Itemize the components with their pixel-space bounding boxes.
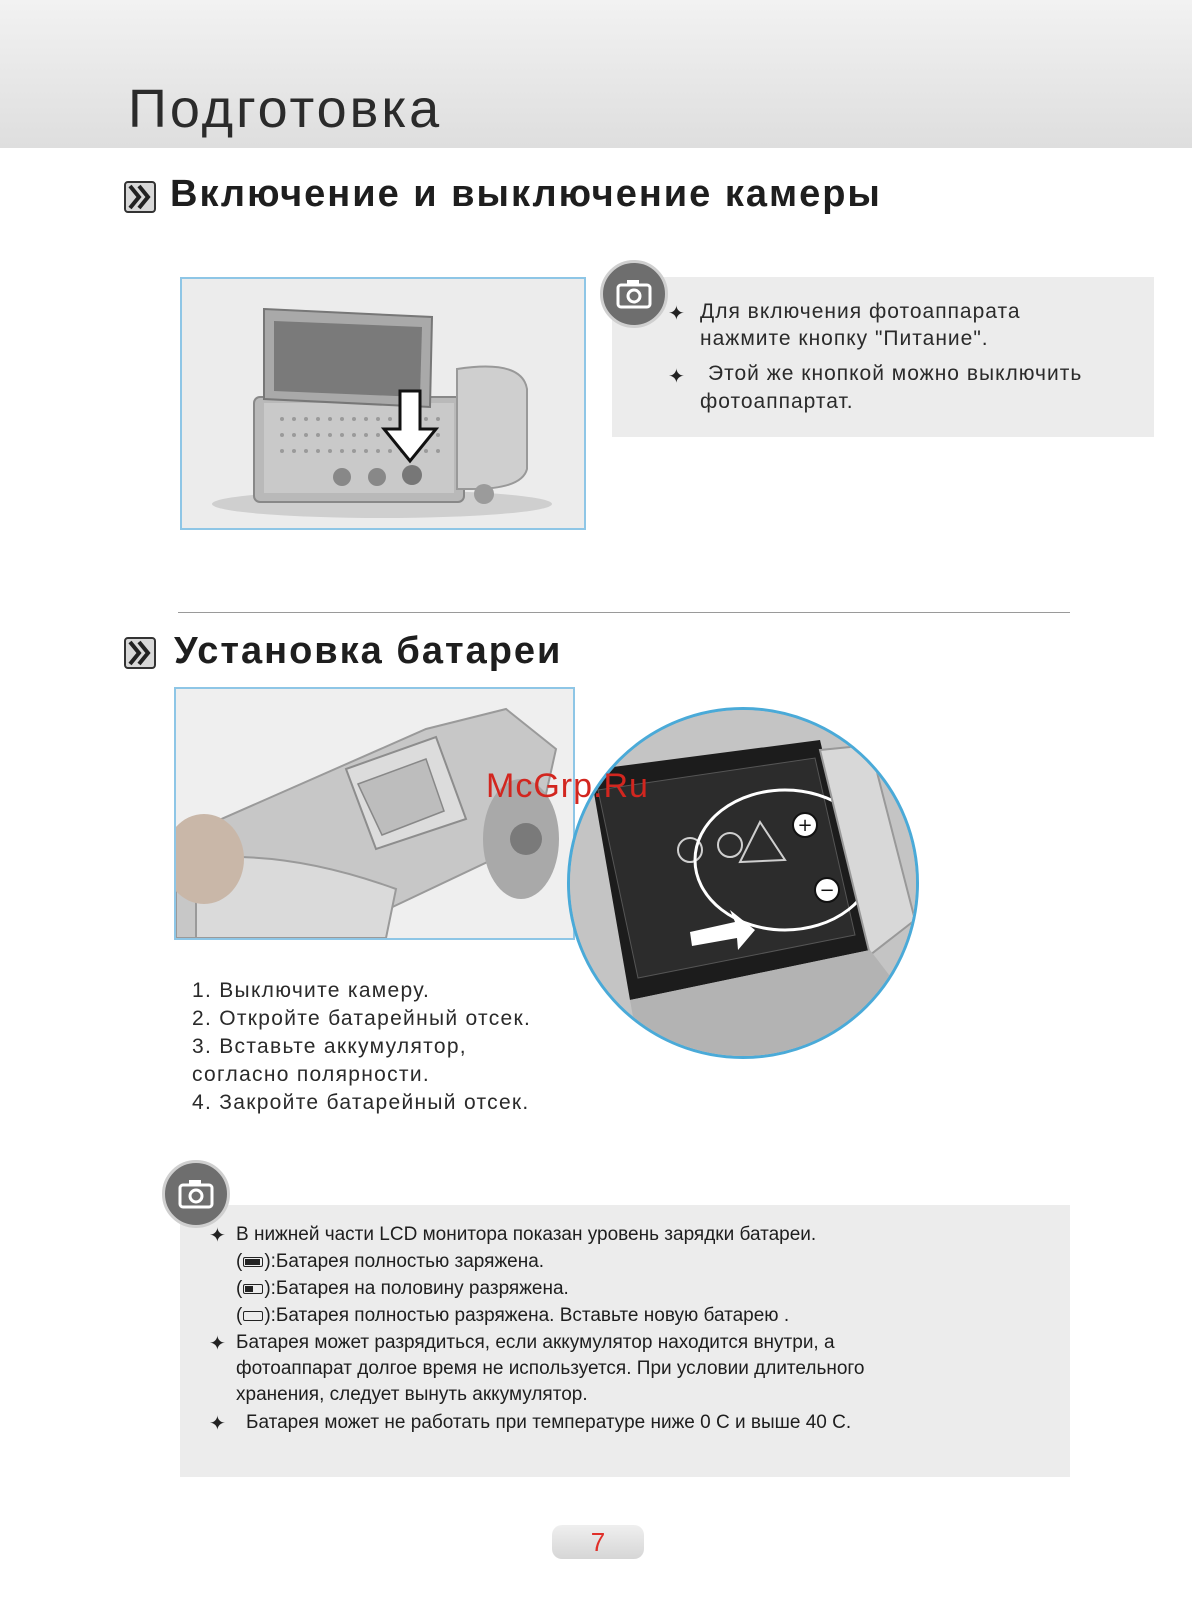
section-title-power: Включение и выключение камеры <box>170 173 882 215</box>
bullet-star-icon: ✦ <box>668 366 685 388</box>
watermark: McGrp.Ru <box>486 767 649 805</box>
battery-empty-icon <box>243 1311 263 1321</box>
battery-half-icon <box>243 1284 263 1294</box>
step-3: 3. Вставьте аккумулятор, <box>192 1035 467 1058</box>
bullet-star-icon: ✦ <box>209 1413 226 1435</box>
battery-lead-note: В нижней части LCD монитора показан уровень зарядки батареи. <box>236 1224 817 1245</box>
storage-note-line1: Батарея может разрядиться, если аккумулятор находится внутри, а <box>236 1332 835 1353</box>
step-2: 2. Откройте батарейный отсек. <box>192 1007 532 1030</box>
battery-compartment-photo <box>174 687 575 940</box>
svg-text:−: − <box>819 880 835 901</box>
temperature-note: Батарея может не работать при температуре ниже 0 C и выше 40 C. <box>246 1412 852 1433</box>
battery-level-full: ( ):Батарея полностью заряжена. <box>236 1251 545 1272</box>
storage-note-line3: хранения, следует вынуть аккумулятор. <box>236 1384 588 1405</box>
battery-level-empty-text: ):Батарея полностью разряжена. Вставьте новую батарею . <box>264 1305 790 1326</box>
power-note-2-line1: Этой же кнопкой можно выключить <box>708 362 1083 385</box>
battery-steps <box>192 977 531 1117</box>
storage-note-line2: фотоаппарат долгое время не используется. При условии длительного <box>236 1358 865 1379</box>
battery-level-empty: ( ):Батарея полностью разряжена. Вставьте новую батарею . <box>236 1305 790 1326</box>
step-1: 1. Выключите камеру. <box>192 979 431 1002</box>
bullet-star-icon: ✦ <box>209 1333 226 1355</box>
battery-level-full-text: ):Батарея полностью заряжена. <box>264 1251 545 1272</box>
power-note-1-line2: нажмите кнопку "Питание". <box>700 327 989 350</box>
chevron-right-icon <box>124 181 156 213</box>
svg-text:+: + <box>797 815 813 836</box>
battery-level-half: ( ):Батарея на половину разряжена. <box>236 1278 569 1299</box>
camera-icon <box>162 1160 230 1228</box>
section-title-battery: Установка батареи <box>174 630 563 672</box>
step-4: 4. Закройте батарейный отсек. <box>192 1091 530 1114</box>
camera-icon <box>600 260 668 328</box>
page-title: Подготовка <box>128 79 443 139</box>
page-number: 7 <box>590 1527 606 1557</box>
power-note-2-line2: фотоаппартат. <box>700 390 854 413</box>
step-3-cont: согласно полярности. <box>192 1063 431 1086</box>
bullet-star-icon: ✦ <box>668 303 685 325</box>
section-divider <box>178 612 1070 613</box>
battery-closeup-photo <box>567 707 919 1059</box>
power-note-1-line1: Для включения фотоаппарата <box>700 300 1021 323</box>
chevron-right-icon <box>124 637 156 669</box>
battery-level-half-text: ):Батарея на половину разряжена. <box>264 1278 569 1299</box>
bullet-star-icon: ✦ <box>209 1225 226 1247</box>
camera-power-photo <box>180 277 586 530</box>
battery-full-icon <box>243 1257 263 1267</box>
